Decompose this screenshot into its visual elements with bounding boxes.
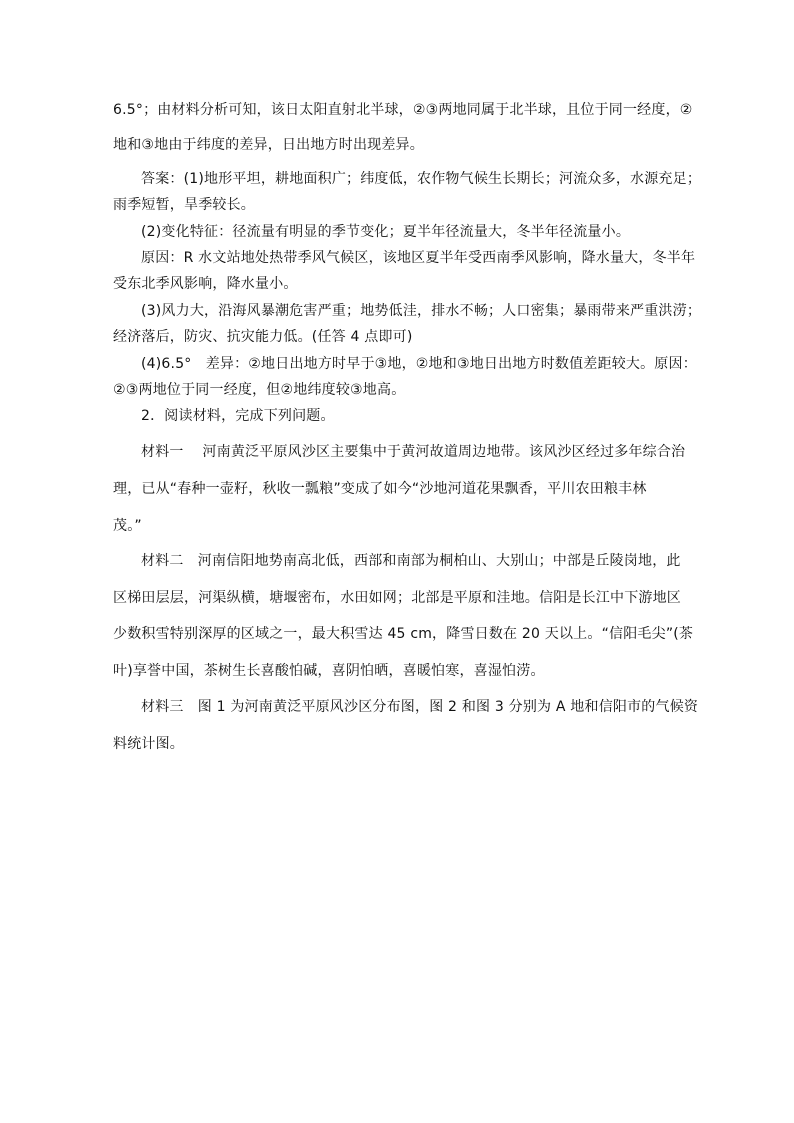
answer-line-3: 答案：(1)地形平坦，耕地面积广；纬度低，农作物气候生长期长；河流众多，水源充足； [141,171,702,187]
material-1-line-3: 茂。” [113,518,142,534]
answer-line-1: 6.5°；由材料分析可知，该日太阳直射北半球，②③两地同属于北半球，且位于同一经度，② [113,102,693,118]
material-2-line-3: 少数积雪特别深厚的区域之一，最大积雪达 45 cm，降雪日数在 20 天以上。“信阳毛尖”(茶 [113,626,694,642]
material-2-line-4: 叶)享誉中国，茶树生长喜酸怕碱，喜阴怕晒，喜暖怕寒，喜湿怕涝。 [113,663,545,679]
answer-line-11: ②③两地位于同一经度，但②地纬度较③地高。 [113,382,406,398]
answer-line-8: (3)风力大，沿海风暴潮危害严重；地势低洼，排水不畅；人口密集；暴雨带来严重洪涝； [141,303,702,319]
question-title: 2．阅读材料，完成下列问题。 [141,408,335,424]
material-2-line-1: 材料二 河南信阳地势南高北低，西部和南部为桐柏山、大别山；中部是丘陵岗地，此 [141,553,681,569]
answer-line-4: 雨季短暂，旱季较长。 [113,197,255,213]
material-1-line-2: 理，已从“春种一壶籽，秋收一瓢粮”变成了如今“沙地河道花果飘香，平川农田粮丰林 [113,481,647,497]
material-2-line-2: 区梯田层层，河渠纵横，塘堰密布，水田如网；北部是平原和洼地。信阳是长江中下游地区 [113,590,681,606]
answer-line-9: 经济落后，防灾、抗灾能力低。(任答 4 点即可) [113,329,413,345]
answer-line-10: (4)6.5° 差异：②地日出地方时早于③地，②地和③地日出地方时数值差距较大。原因： [141,356,697,372]
answer-line-5: (2)变化特征：径流量有明显的季节变化；夏半年径流量大，冬半年径流量小。 [141,224,631,240]
answer-line-2: 地和③地由于纬度的差异，日出地方时出现差异。 [113,137,424,153]
answer-line-7: 受东北季风影响，降水量小。 [113,276,298,292]
material-3-line-2: 料统计图。 [113,736,184,752]
material-1-line-1: 材料一 河南黄泛平原风沙区主要集中于黄河故道周边地带。该风沙区经过多年综合治 [141,444,686,460]
material-3-line-1: 材料三 图 1 为河南黄泛平原风沙区分布图，图 2 和图 3 分别为 A 地和信阳市的气候资 [141,699,699,715]
answer-line-6: 原因：R 水文站地处热带季风气候区，该地区夏半年受西南季风影响，降水量大，冬半年 [141,250,696,266]
